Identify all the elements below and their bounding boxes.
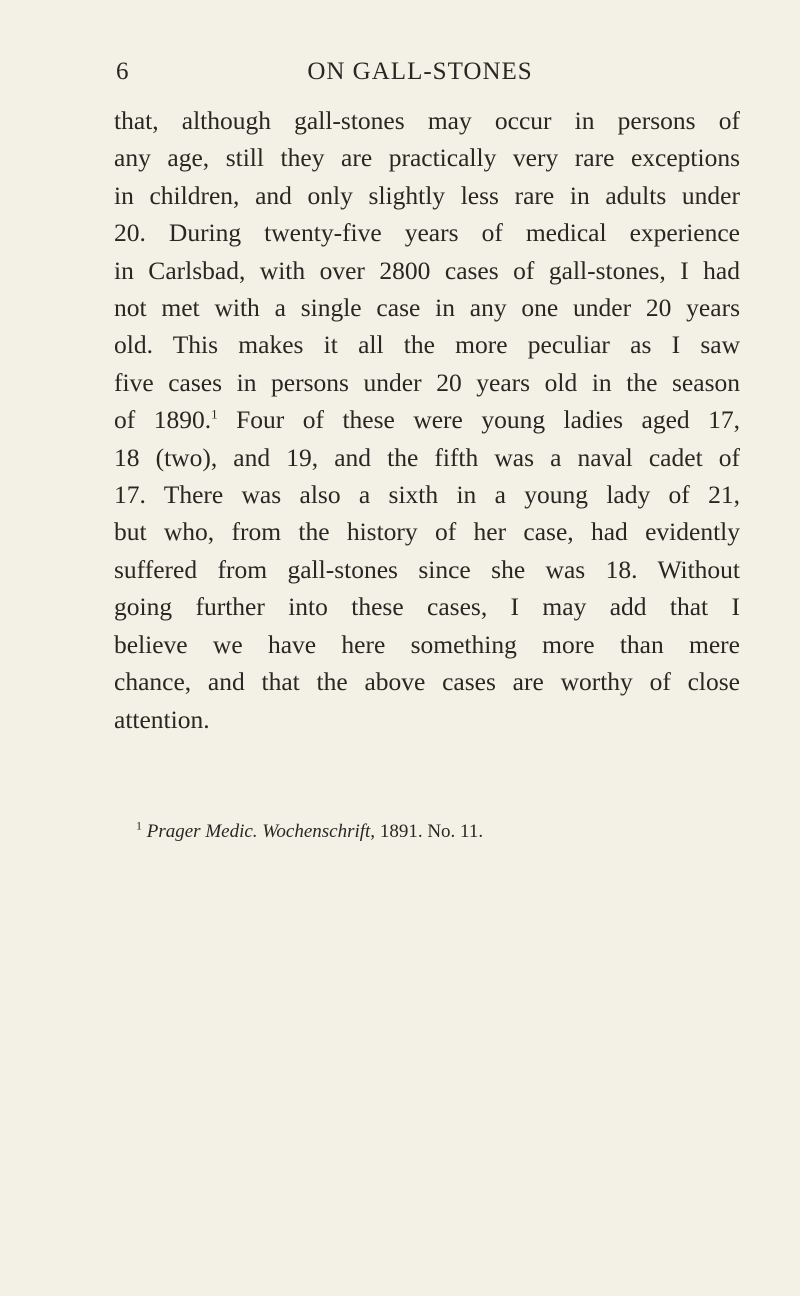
text-line: not met with a single case in any one under 20 years	[114, 293, 740, 323]
footnote-marker: 1	[136, 818, 142, 833]
text-line: attention.	[114, 704, 210, 734]
text-line: in Carlsbad, with over 2800 cases of gall-stones, I had	[114, 255, 740, 285]
text-fragment: Four of these were young ladies aged 17,	[236, 405, 741, 435]
text-line: that, although gall-stones may occur in persons of	[114, 106, 740, 135]
text-line: 17. There was also a sixth in a young lady of 21,	[114, 480, 740, 510]
text-line: chance, and that the above cases are worthy of close	[114, 667, 740, 697]
footnote-reference: 1	[211, 406, 218, 422]
footnote-source: Prager Medic. Wochenschrift,	[146, 821, 376, 842]
footnote	[136, 820, 736, 844]
text-line: 20. During twenty-five years of medical experience	[114, 218, 740, 248]
running-title: ON GALL-STONES	[307, 58, 533, 85]
text-line: believe we have here something more than mere	[114, 629, 740, 659]
page-number: 6	[116, 58, 130, 85]
text-line: in children, and only slightly less rare in adults under	[114, 180, 740, 210]
text-line: suffered from gall-stones since she was 18. Without	[114, 554, 740, 584]
text-line: five cases in persons under 20 years old in the season	[114, 367, 740, 397]
text-line: but who, from the history of her case, had evidently	[114, 517, 740, 547]
footnote-citation: 1891. No. 11.	[379, 821, 484, 842]
text-line: going further into these cases, I may add that I	[114, 592, 740, 622]
running-head	[116, 58, 724, 92]
text-line: old. This makes it all the more peculiar as I saw	[114, 330, 740, 360]
text-line: 18 (two), and 19, and the fifth was a naval cadet of	[114, 442, 740, 472]
text-line: any age, still they are practically very rare exceptions	[114, 143, 740, 173]
text-fragment: of 1890.	[114, 405, 212, 435]
body-paragraph	[114, 102, 740, 738]
text-line	[114, 401, 740, 438]
